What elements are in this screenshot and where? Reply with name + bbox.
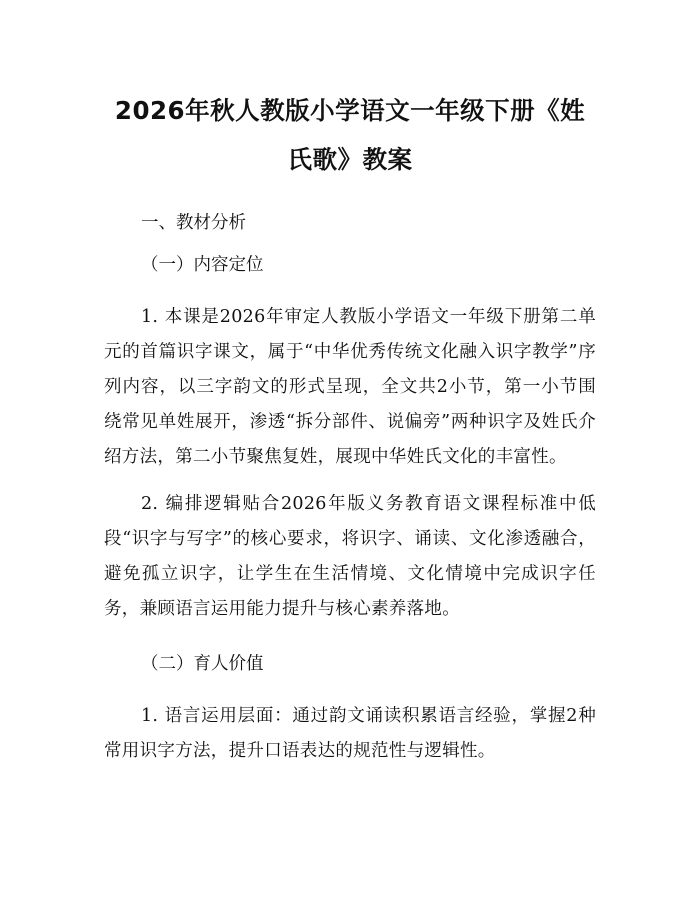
paragraph-content-1: 1. 本课是2026年审定人教版小学语文一年级下册第二单元的首篇识字课文，属于“中华优秀传统文化融入识字教学”序列内容，以三字韵文的形式呈现，全文共2小节，第一小节围绕常见单姓展开，渗透“拆分部件、说偏旁”两种识字及姓氏介绍方法，第二小节聚焦复姓，展现中华姓氏文化的丰富性。 [104, 307, 596, 467]
document-title: 2026年秋人教版小学语文一年级下册《姓氏歌》教案 [114, 96, 586, 174]
paragraph-value-1: 1. 语言运用层面：通过韵文诵读积累语言经验，掌握2种常用识字方法，提升口语表达的规范性与逻辑性。 [104, 706, 596, 761]
subsection-heading-content-positioning: （一）内容定位 [141, 255, 264, 275]
section-heading-textbook-analysis: 一、教材分析 [141, 213, 246, 233]
paragraph-content-2: 2. 编排逻辑贴合2026年版义务教育语文课程标准中低段“识字与写字”的核心要求，将识字、诵读、文化渗透融合，避免孤立识字，让学生在生活情境、文化情境中完成识字任务，兼顾语言运用能力提升与核心素养落地。 [104, 494, 596, 619]
subsection-heading-educational-value: （二）育人价值 [141, 654, 264, 674]
